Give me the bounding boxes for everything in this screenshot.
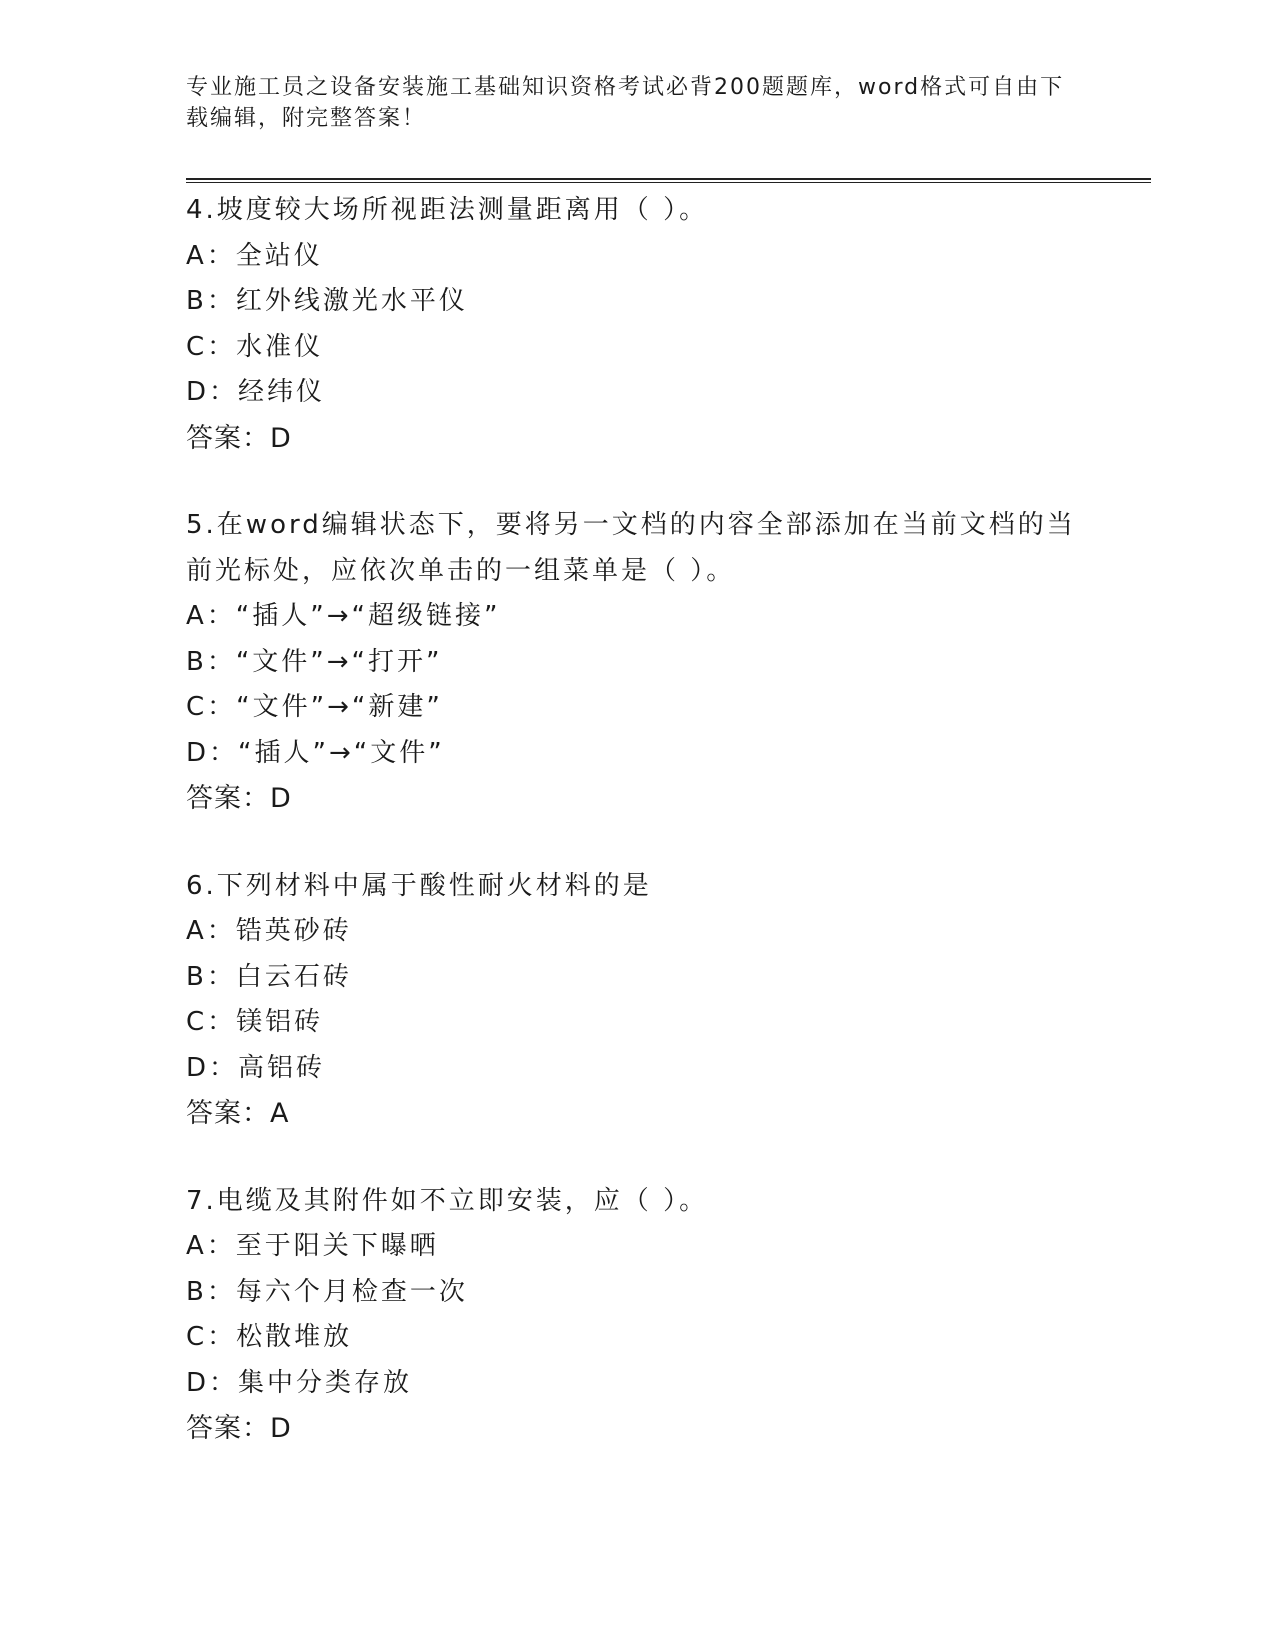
option-c: C：“文件”→“新建” [186,692,443,722]
option-c: C：镁铝砖 [186,1007,324,1037]
option-b: B：白云石砖 [186,961,352,992]
option-b: B：“文件”→“打开” [186,646,443,677]
question-stem: 6.下列材料中属于酸性耐火材料的是 [186,870,652,901]
question-stem: 7.电缆及其附件如不立即安装，应（ ）。 [186,1185,709,1216]
option-b: B：红外线激光水平仪 [186,286,468,316]
question-item [186,864,1151,1137]
answer-label: 答案：A [186,1098,290,1129]
answer-label: 答案：D [186,783,292,814]
header-divider [186,178,1151,183]
option-a: A：全站仪 [186,240,323,271]
question-item [186,503,1151,822]
question-list [186,188,1151,1494]
option-d: D：高铝砖 [186,1052,326,1083]
question-stem: 5.在word编辑状态下，要将另一文档的内容全部添加在当前文档的当前光标处，应依次单击的一组菜单是（ ）。 [186,510,1076,586]
option-d: D：集中分类存放 [186,1367,413,1398]
answer-label: 答案：D [186,1413,292,1444]
question-item [186,1179,1151,1452]
option-d: D：“插人”→“文件” [186,737,445,768]
document-header: 专业施工员之设备安装施工基础知识资格考试必背200题题库，word格式可自由下载编辑，附完整答案！ [186,75,1065,131]
answer-label: 答案：D [186,422,292,454]
option-c: C：水准仪 [186,331,324,362]
option-a: A：锆英砂砖 [186,916,352,946]
option-a: A：至于阳关下曝晒 [186,1231,439,1261]
option-c: C：松散堆放 [186,1322,353,1352]
option-b: B：每六个月检查一次 [186,1276,468,1307]
question-item [186,188,1151,461]
option-a: A：“插人”→“超级链接” [186,601,501,631]
option-d: D：经纬仪 [186,377,326,407]
question-stem: 4.坡度较大场所视距法测量距离用（ ）。 [186,195,709,225]
